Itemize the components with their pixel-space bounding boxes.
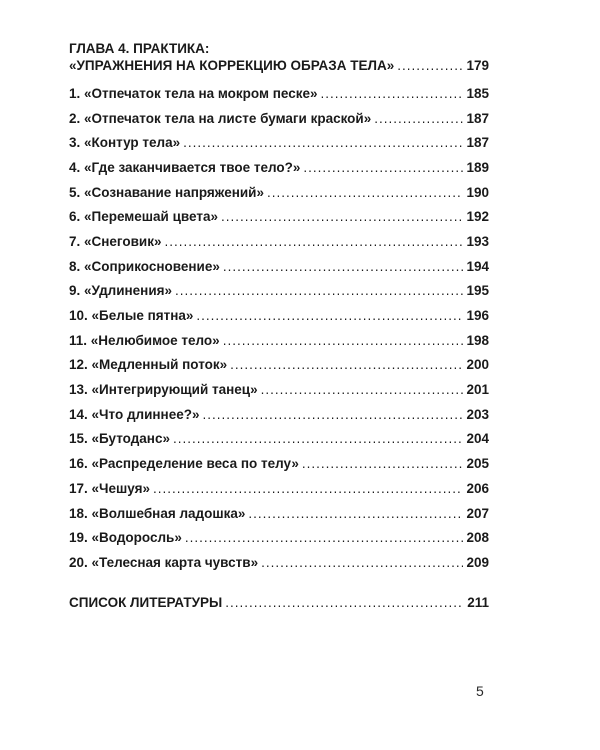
toc-entry[interactable] — [69, 279, 489, 304]
toc-entry[interactable] — [69, 525, 489, 550]
toc-entry-page: 190 — [466, 184, 489, 200]
toc-entry[interactable] — [69, 328, 489, 353]
dot-leader — [185, 529, 464, 546]
dot-leader — [248, 505, 463, 522]
toc-entry-label: 8. «Соприкосновение» — [69, 258, 220, 274]
toc-entry-page: 200 — [466, 357, 489, 373]
toc-entry-page: 209 — [466, 554, 489, 570]
toc-entry-label: 13. «Интегрирующий танец» — [69, 382, 258, 398]
toc-entry-page: 195 — [466, 283, 489, 299]
toc-entry[interactable] — [69, 476, 489, 501]
dot-leader — [202, 406, 463, 423]
toc-entry[interactable] — [69, 204, 489, 229]
toc-entry-page: 194 — [466, 258, 489, 274]
toc-entry-label: 14. «Что длиннее?» — [69, 406, 200, 422]
bibliography-entry[interactable] — [69, 594, 489, 611]
toc-entry-label: 11. «Нелюбимое тело» — [69, 332, 220, 348]
dot-leader — [164, 233, 463, 250]
dot-leader — [225, 594, 464, 611]
toc-entry[interactable] — [69, 353, 489, 378]
chapter-title-line1: ГЛАВА 4. ПРАКТИКА: — [69, 41, 210, 56]
dot-leader — [223, 258, 464, 275]
toc-entry-label: 2. «Отпечаток тела на листе бумаги краской» — [69, 110, 372, 126]
toc-entry-label: 4. «Где заканчивается твое тело?» — [69, 159, 301, 175]
toc-entry-page: 192 — [466, 209, 489, 225]
toc-entry[interactable] — [69, 155, 489, 180]
toc-entry-label: 17. «Чешуя» — [69, 480, 150, 496]
dot-leader — [374, 110, 463, 127]
toc-entry-page: 189 — [466, 159, 489, 175]
dot-leader — [320, 85, 463, 102]
toc-entry-page: 187 — [466, 110, 489, 126]
chapter-heading — [69, 40, 489, 74]
toc-entry[interactable] — [69, 402, 489, 427]
toc-entry[interactable] — [69, 303, 489, 328]
table-of-contents — [69, 40, 489, 611]
toc-entry[interactable] — [69, 550, 489, 575]
toc-entry-label: 9. «Удлинения» — [69, 283, 173, 299]
toc-entry-label: 1. «Отпечаток тела на мокром песке» — [69, 85, 318, 101]
toc-entry[interactable] — [69, 130, 489, 155]
bibliography-label: СПИСОК ЛИТЕРАТУРЫ — [69, 594, 223, 610]
toc-entry-label: 7. «Снеговик» — [69, 233, 162, 249]
toc-entry-page: 206 — [466, 480, 489, 496]
toc-entry-page: 187 — [466, 135, 489, 151]
toc-entry[interactable] — [69, 427, 489, 452]
dot-leader — [196, 307, 463, 324]
toc-entry[interactable] — [69, 106, 489, 131]
dot-leader — [261, 381, 464, 398]
dot-leader — [302, 455, 464, 472]
toc-entry[interactable] — [69, 501, 489, 526]
dot-leader — [183, 134, 463, 151]
toc-entry-page: 203 — [466, 406, 489, 422]
toc-entry[interactable] — [69, 377, 489, 402]
toc-entry-page: 196 — [466, 308, 489, 324]
toc-entry-label: 15. «Бутоданс» — [69, 431, 170, 447]
page-number: 5 — [476, 683, 484, 699]
dot-leader — [303, 159, 463, 176]
dot-leader — [397, 57, 463, 74]
toc-entry[interactable] — [69, 229, 489, 254]
dot-leader — [223, 332, 464, 349]
toc-entry-page: 185 — [466, 85, 489, 101]
chapter-title-line2: «УПРАЖНЕНИЯ НА КОРРЕКЦИЮ ОБРАЗА ТЕЛА» — [69, 58, 395, 73]
dot-leader — [153, 480, 463, 497]
toc-entry-page: 198 — [466, 332, 489, 348]
dot-leader — [261, 554, 463, 571]
toc-entry-label: 20. «Телесная карта чувств» — [69, 554, 259, 570]
toc-entry-label: 3. «Контур тела» — [69, 135, 181, 151]
chapter-page-number: 179 — [466, 58, 489, 73]
toc-entry[interactable] — [69, 81, 489, 106]
dot-leader — [221, 208, 463, 225]
toc-entry-label: 12. «Медленный поток» — [69, 357, 228, 373]
toc-entry[interactable] — [69, 180, 489, 205]
chapter-title-row[interactable] — [69, 57, 489, 74]
dot-leader — [175, 282, 463, 299]
bibliography-page: 211 — [467, 594, 489, 610]
toc-entry-page: 204 — [466, 431, 489, 447]
dot-leader — [230, 356, 463, 373]
toc-entry-label: 5. «Сознавание напряжений» — [69, 184, 264, 200]
toc-entry-label: 19. «Водоросль» — [69, 530, 182, 546]
toc-entry-page: 193 — [466, 233, 489, 249]
dot-leader — [173, 430, 463, 447]
toc-entry[interactable] — [69, 451, 489, 476]
toc-entry-page: 201 — [466, 382, 489, 398]
dot-leader — [267, 184, 463, 201]
toc-entry-page: 207 — [466, 505, 489, 521]
toc-entry-label: 6. «Перемешай цвета» — [69, 209, 218, 225]
toc-entry-label: 10. «Белые пятна» — [69, 308, 194, 324]
toc-entry-page: 208 — [466, 530, 489, 546]
toc-entry-label: 18. «Волшебная ладошка» — [69, 505, 246, 521]
toc-entry-label: 16. «Распределение веса по телу» — [69, 456, 299, 472]
exercise-list — [69, 81, 489, 575]
toc-entry-page: 205 — [466, 456, 489, 472]
toc-entry[interactable] — [69, 254, 489, 279]
